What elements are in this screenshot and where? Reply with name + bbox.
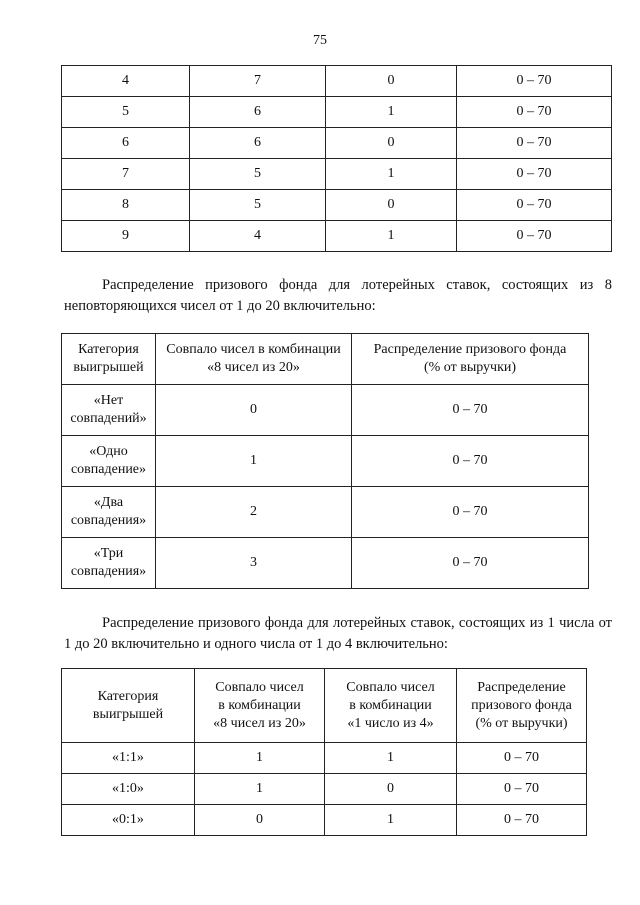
page-number: 75	[313, 33, 327, 48]
table-row	[62, 128, 612, 159]
table-cell: 1	[326, 221, 457, 252]
table-cell: 0 – 70	[457, 190, 612, 221]
category-cell: «1:1»	[62, 743, 195, 774]
table-cell: 9	[62, 221, 190, 252]
matched-cell: 1	[156, 436, 352, 487]
matched-1-of-4-cell: 0	[325, 774, 457, 805]
table-row	[62, 487, 589, 538]
header-category: Категория выигрышей	[62, 669, 195, 743]
table-row	[62, 66, 612, 97]
table-row	[62, 743, 587, 774]
table-cell: 0 – 70	[457, 97, 612, 128]
header-matched-1-of-4: Совпало чисел в комбинации «1 число из 4»	[325, 669, 457, 743]
table-cell: 4	[62, 66, 190, 97]
table-row	[62, 805, 587, 836]
header-distribution: Распределение призового фонда (% от выручки)	[352, 334, 589, 385]
header-matched: Совпало чисел в комбинации «8 чисел из 20»	[156, 334, 352, 385]
table-cell: 5	[62, 97, 190, 128]
paragraph-intro-1-of-20-and-1-of-4: Распределение призового фонда для лотерейных ставок, состоящих из 1 числа от 1 до 20 включительно и одного числа от 1 до 4 включительно:	[64, 615, 612, 652]
category-cell: «Два совпадения»	[62, 487, 156, 538]
table-row	[62, 221, 612, 252]
table-cell: 1	[326, 97, 457, 128]
table-row	[62, 97, 612, 128]
table-cell: 4	[190, 221, 326, 252]
paragraph-intro-8-of-20: Распределение призового фонда для лотерейных ставок, состоящих из 8 неповторяющихся чисел от 1 до 20 включительно:	[64, 277, 612, 314]
table-cell: 0 – 70	[457, 66, 612, 97]
table-header-row	[62, 334, 589, 385]
table-8-of-20	[61, 333, 589, 589]
category-cell: «1:0»	[62, 774, 195, 805]
distribution-cell: 0 – 70	[352, 436, 589, 487]
table-row	[62, 385, 589, 436]
table-cell: 0 – 70	[457, 128, 612, 159]
table-cell: 0	[326, 66, 457, 97]
matched-1-of-4-cell: 1	[325, 743, 457, 774]
table-cell: 0 – 70	[457, 221, 612, 252]
distribution-cell: 0 – 70	[352, 487, 589, 538]
matched-cell: 0	[156, 385, 352, 436]
matched-cell: 2	[156, 487, 352, 538]
table-continuation	[61, 65, 612, 252]
table-cell: 7	[190, 66, 326, 97]
distribution-cell: 0 – 70	[352, 385, 589, 436]
table-row	[62, 190, 612, 221]
table-row	[62, 159, 612, 190]
table-cell: 1	[326, 159, 457, 190]
table-cell: 5	[190, 190, 326, 221]
matched-8-of-20-cell: 0	[195, 805, 325, 836]
matched-8-of-20-cell: 1	[195, 743, 325, 774]
header-matched-8-of-20: Совпало чисел в комбинации «8 чисел из 20»	[195, 669, 325, 743]
distribution-cell: 0 – 70	[457, 805, 587, 836]
category-cell: «0:1»	[62, 805, 195, 836]
table-row	[62, 538, 589, 589]
header-distribution: Распределение призового фонда (% от выручки)	[457, 669, 587, 743]
table-cell: 5	[190, 159, 326, 190]
table-cell: 0	[326, 190, 457, 221]
table-cell: 7	[62, 159, 190, 190]
category-cell: «Одно совпадение»	[62, 436, 156, 487]
table-cell: 0 – 70	[457, 159, 612, 190]
distribution-cell: 0 – 70	[457, 743, 587, 774]
matched-1-of-4-cell: 1	[325, 805, 457, 836]
table-cell: 6	[190, 97, 326, 128]
table-1-of-20-and-1-of-4	[61, 668, 587, 836]
table-row	[62, 774, 587, 805]
category-cell: «Нет совпадений»	[62, 385, 156, 436]
table-row	[62, 436, 589, 487]
matched-cell: 3	[156, 538, 352, 589]
distribution-cell: 0 – 70	[352, 538, 589, 589]
distribution-cell: 0 – 70	[457, 774, 587, 805]
table-cell: 6	[62, 128, 190, 159]
table-header-row	[62, 669, 587, 743]
table-cell: 0	[326, 128, 457, 159]
matched-8-of-20-cell: 1	[195, 774, 325, 805]
header-category: Категория выигрышей	[62, 334, 156, 385]
table-cell: 8	[62, 190, 190, 221]
table-cell: 6	[190, 128, 326, 159]
category-cell: «Три совпадения»	[62, 538, 156, 589]
